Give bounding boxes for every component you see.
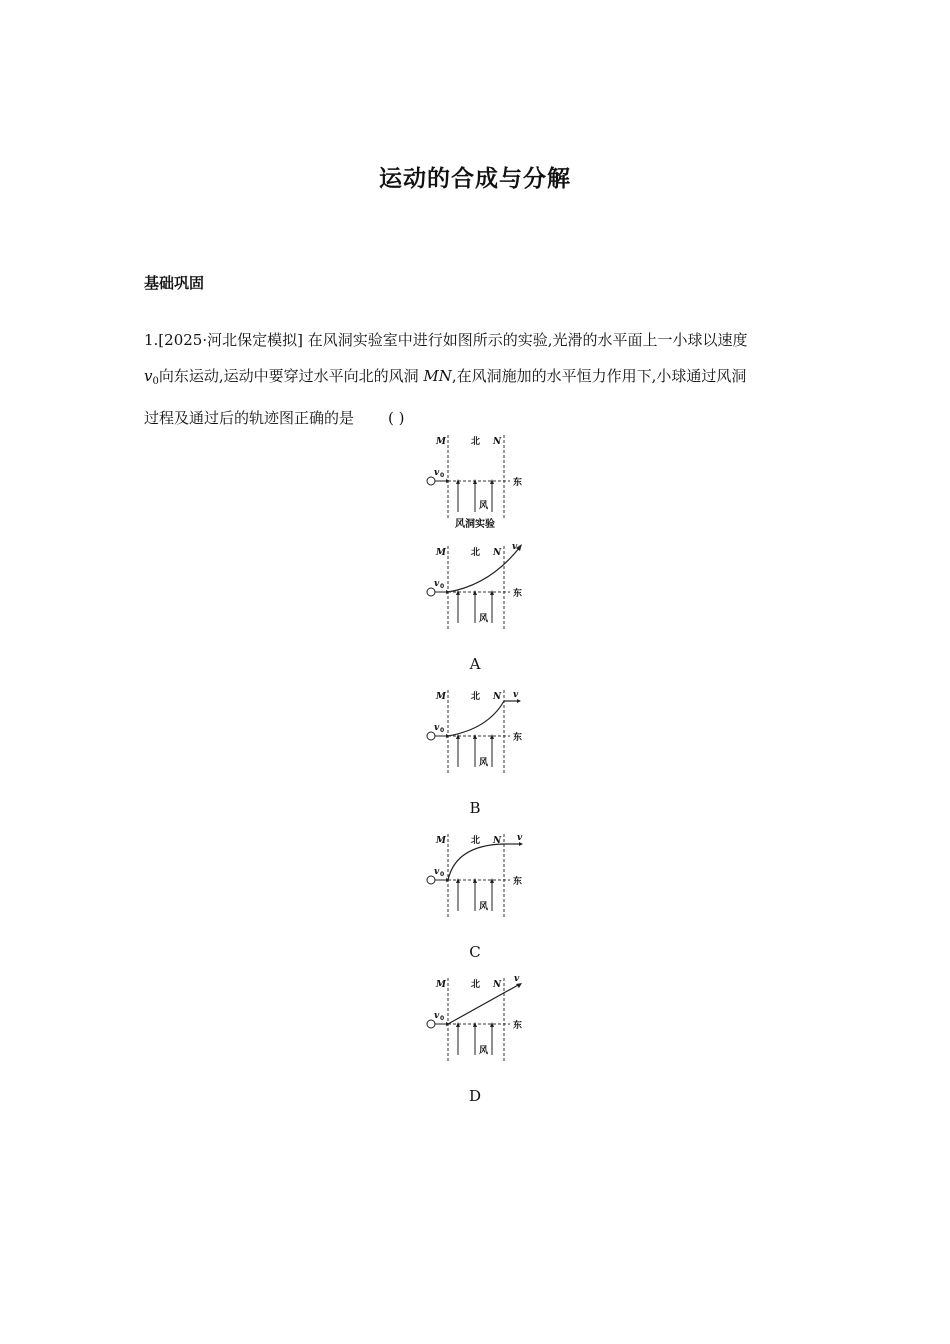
svg-text:东: 东 bbox=[513, 1021, 523, 1031]
svg-text:0: 0 bbox=[440, 871, 445, 878]
v0-subscript: 0 bbox=[152, 376, 159, 387]
setup-figure-svg bbox=[420, 430, 530, 522]
answer-bracket: ( ) bbox=[388, 409, 405, 427]
option-c-figure bbox=[420, 829, 530, 921]
svg-text:M: M bbox=[436, 836, 446, 846]
svg-text:v: v bbox=[434, 1011, 440, 1021]
label-v0-sub: 0 bbox=[440, 472, 445, 479]
svg-text:v: v bbox=[434, 579, 440, 589]
svg-text:v: v bbox=[513, 690, 519, 700]
question-line-2a: 向东运动,运动中要穿过水平向北的风洞 bbox=[158, 367, 424, 385]
svg-text:0: 0 bbox=[440, 1015, 445, 1022]
svg-text:北: 北 bbox=[471, 692, 481, 702]
option-c-label: C bbox=[469, 943, 481, 961]
mn-symbol: MN bbox=[423, 367, 452, 385]
svg-text:v: v bbox=[434, 867, 440, 877]
label-v0: v bbox=[434, 468, 440, 478]
svg-text:风: 风 bbox=[479, 614, 489, 624]
figure-caption: 风洞实验 bbox=[455, 519, 495, 530]
option-a-label: A bbox=[469, 655, 481, 673]
svg-text:v: v bbox=[512, 542, 518, 552]
svg-text:东: 东 bbox=[513, 589, 523, 599]
option-b-label: B bbox=[469, 799, 481, 817]
option-a-figure bbox=[420, 541, 530, 633]
svg-text:0: 0 bbox=[440, 583, 445, 590]
svg-text:N: N bbox=[493, 836, 502, 846]
svg-text:v: v bbox=[514, 974, 520, 984]
svg-text:北: 北 bbox=[471, 980, 481, 990]
label-n: N bbox=[493, 437, 502, 447]
svg-text:M: M bbox=[436, 980, 446, 990]
label-m: M bbox=[436, 437, 446, 447]
svg-text:东: 东 bbox=[513, 877, 523, 887]
section-heading: 基础巩固 bbox=[144, 274, 205, 292]
svg-text:N: N bbox=[493, 980, 502, 990]
svg-text:M: M bbox=[436, 692, 446, 702]
svg-text:N: N bbox=[493, 692, 502, 702]
question-line-2 bbox=[144, 358, 814, 400]
label-wind: 风 bbox=[479, 501, 489, 511]
setup-figure bbox=[420, 430, 530, 522]
svg-text:风: 风 bbox=[479, 758, 489, 768]
svg-text:东: 东 bbox=[513, 733, 523, 743]
question-line-2b: ,在风洞施加的水平恒力作用下,小球通过风洞 bbox=[451, 367, 747, 385]
label-north: 北 bbox=[471, 437, 481, 447]
question-line-3: 过程及通过后的轨迹图正确的是 ( ) bbox=[144, 409, 405, 427]
svg-text:北: 北 bbox=[471, 836, 481, 846]
svg-text:风: 风 bbox=[479, 902, 489, 912]
v0-symbol: v bbox=[144, 367, 153, 385]
option-d-label: D bbox=[468, 1087, 482, 1105]
question-text bbox=[144, 322, 814, 436]
svg-text:M: M bbox=[436, 548, 446, 558]
page-title: 运动的合成与分解 bbox=[379, 166, 571, 192]
label-east: 东 bbox=[513, 478, 523, 488]
svg-text:v: v bbox=[434, 723, 440, 733]
svg-text:风: 风 bbox=[479, 1046, 489, 1056]
option-b-figure bbox=[420, 685, 530, 777]
svg-text:0: 0 bbox=[440, 727, 445, 734]
svg-text:N: N bbox=[493, 548, 502, 558]
option-d-figure bbox=[420, 973, 530, 1065]
question-line-1: 1.[2025·河北保定模拟] 在风洞实验室中进行如图所示的实验,光滑的水平面上一小球以速度 bbox=[144, 331, 748, 349]
svg-text:v: v bbox=[517, 833, 523, 843]
svg-text:北: 北 bbox=[471, 548, 481, 558]
